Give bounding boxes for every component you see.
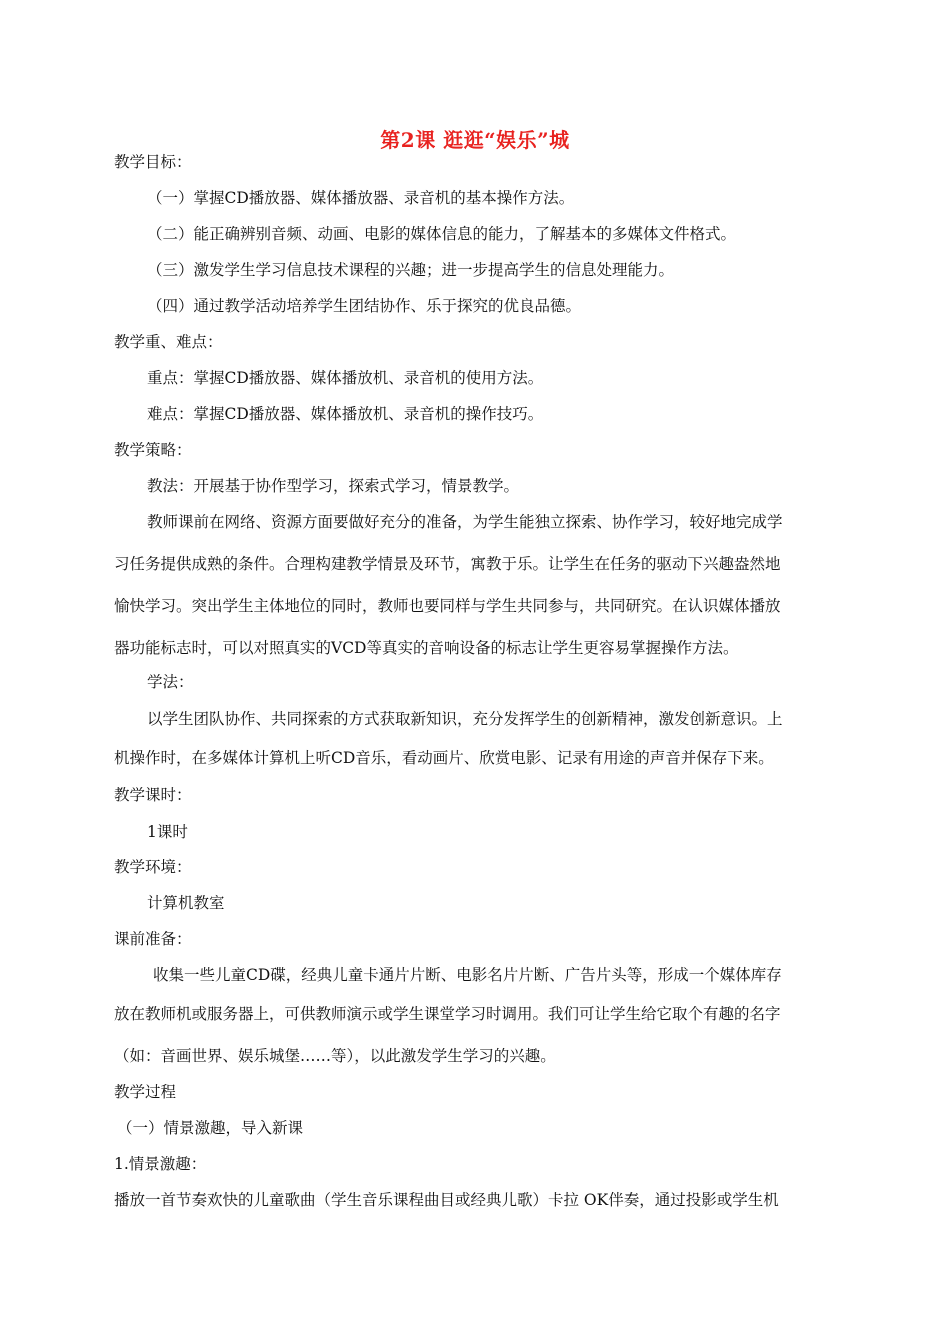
learning-paragraph-line: 以学生团队协作、共同探索的方式获取新知识，充分发挥学生的创新精神，激发创新意识。上 bbox=[147, 710, 783, 728]
objectives-heading: 教学目标： bbox=[114, 153, 192, 171]
preparation-line: （如：音画世界、娱乐城堡……等），以此激发学生学习的兴趣。 bbox=[114, 1047, 556, 1065]
strategy-heading: 教学策略： bbox=[114, 441, 192, 459]
learning-paragraph-line: 机操作时，在多媒体计算机上听CD音乐，看动画片、欣赏电影、记录有用途的声音并保存下来。 bbox=[114, 749, 774, 767]
key-point: 重点：掌握CD播放器、媒体播放机、录音机的使用方法。 bbox=[147, 369, 544, 387]
objective-item: （四）通过教学活动培养学生团结协作、乐于探究的优良品德。 bbox=[147, 297, 582, 315]
hours-heading: 教学课时： bbox=[114, 786, 192, 804]
teacher-paragraph-line: 教师课前在网络、资源方面要做好充分的准备，为学生能独立探索、协作学习，较好地完成学 bbox=[147, 513, 783, 531]
preparation-line: 放在教师机或服务器上，可供教师演示或学生课堂学习时调用。我们可让学生给它取个有趣的名字 bbox=[114, 1005, 781, 1023]
teacher-paragraph-line: 器功能标志时，可以对照真实的VCD等真实的音响设备的标志让学生更容易掌握操作方法。 bbox=[114, 639, 739, 657]
process-substep: 1.情景激趣： bbox=[114, 1155, 207, 1173]
process-heading: 教学过程 bbox=[114, 1083, 177, 1101]
preparation-heading: 课前准备： bbox=[114, 930, 192, 948]
teacher-paragraph-line: 愉快学习。突出学生主体地位的同时，教师也要同样与学生共同参与，共同研究。在认识媒体播放 bbox=[114, 597, 781, 615]
key-points-heading: 教学重、难点： bbox=[114, 333, 223, 351]
environment-heading: 教学环境： bbox=[114, 858, 192, 876]
teacher-paragraph-line: 习任务提供成熟的条件。合理构建教学情景及环节，寓教于乐。让学生在任务的驱动下兴趣盎然地 bbox=[114, 555, 781, 573]
document-title: 第2课 逛逛“娱乐”城 bbox=[380, 128, 570, 152]
difficult-point: 难点：掌握CD播放器、媒体播放机、录音机的操作技巧。 bbox=[147, 405, 544, 423]
process-step: （一）情景激趣，导入新课 bbox=[117, 1119, 304, 1137]
environment-value: 计算机教室 bbox=[147, 894, 225, 912]
learning-method-label: 学法： bbox=[147, 673, 194, 691]
hours-value: 1课时 bbox=[147, 823, 188, 841]
objective-item: （一）掌握CD播放器、媒体播放器、录音机的基本操作方法。 bbox=[147, 189, 575, 207]
objective-item: （三）激发学生学习信息技术课程的兴趣；进一步提高学生的信息处理能力。 bbox=[147, 261, 675, 279]
objective-item: （二）能正确辨别音频、动画、电影的媒体信息的能力，了解基本的多媒体文件格式。 bbox=[147, 225, 737, 243]
preparation-line: 收集一些儿童CD碟，经典儿童卡通片片断、电影名片片断、广告片头等，形成一个媒体库存 bbox=[153, 966, 782, 984]
teaching-method: 教法：开展基于协作型学习，探索式学习，情景教学。 bbox=[147, 477, 520, 495]
process-text-line: 播放一首节奏欢快的儿童歌曲（学生音乐课程曲目或经典儿歌）卡拉 OK伴奏，通过投影或学生机 bbox=[114, 1191, 779, 1209]
